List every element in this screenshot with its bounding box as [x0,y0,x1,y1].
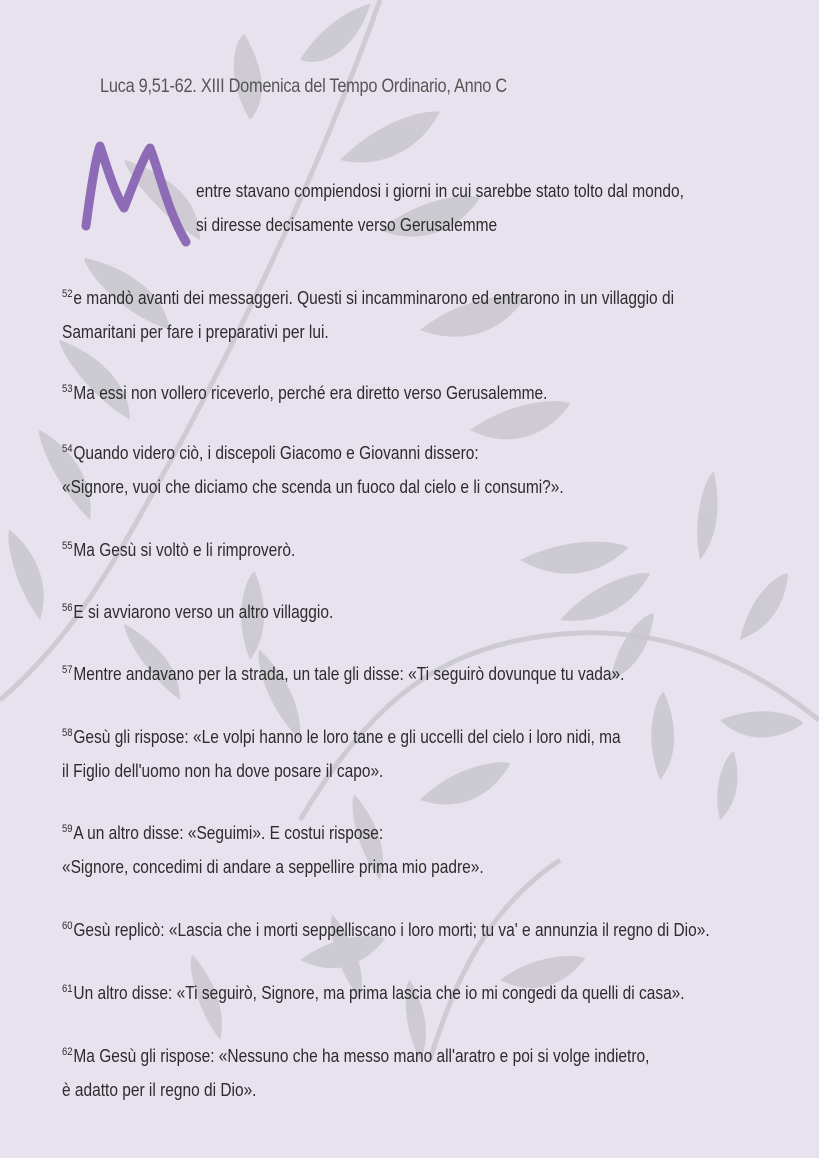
verse-line: A un altro disse: «Seguimi». E costui rispose: [73,823,384,843]
verse-line: Samaritani per fare i preparativi per lui. [62,322,329,342]
verse-line: Ma essi non vollero riceverlo, perché era diretto verso Gerusalemme. [73,383,548,403]
verse-number: 62 [62,1046,73,1058]
verse-number: 53 [62,383,73,395]
verse-line: «Signore, vuoi che diciamo che scenda un fuoco dal cielo e li consumi?». [62,477,564,497]
verse-56 [62,591,333,629]
verse-52 [62,277,674,349]
verse-line: è adatto per il regno di Dio». [62,1080,257,1100]
dropcap-letter-m [76,134,196,254]
verse-line: e mandò avanti dei messaggeri. Questi si incamminarono ed entrarono in un villaggio di [73,288,675,308]
verse-62 [62,1035,649,1107]
intro-line: entre stavano compiendosi i giorni in cui sarebbe stato tolto dal mondo, [196,181,684,201]
verse-59 [62,812,484,884]
verse-57 [62,653,624,691]
intro-line: si diresse decisamente verso Gerusalemme [196,215,498,235]
verse-number: 52 [62,288,73,300]
verse-line: «Signore, concedimi di andare a seppellire prima mio padre». [62,857,484,877]
verse-line: Quando videro ciò, i discepoli Giacomo e Giovanni dissero: [73,443,479,463]
verse-line: Ma Gesù si voltò e li rimproverò. [73,540,296,560]
verse-line: E si avviarono verso un altro villaggio. [73,602,334,622]
verse-number: 54 [62,443,73,455]
verse-number: 56 [62,602,73,614]
verse-60 [62,909,710,947]
reading-reference: Luca 9,51-62. XIII Domenica del Tempo Ordinario, Anno C [100,76,507,97]
verse-line: il Figlio dell'uomo non ha dove posare il capo». [62,761,384,781]
verse-55 [62,529,295,567]
verse-line: Gesù replicò: «Lascia che i morti seppelliscano i loro morti; tu va' e annunzia il regno di Dio». [73,920,710,940]
verse-line: Mentre andavano per la strada, un tale gli disse: «Ti seguirò dovunque tu vada». [73,664,625,684]
verse-61 [62,972,685,1010]
verse-number: 55 [62,540,73,552]
intro-paragraph [196,174,684,242]
verse-number: 60 [62,920,73,932]
verse-53 [62,372,547,410]
verse-number: 58 [62,727,73,739]
verse-54 [62,432,564,504]
verse-line: Ma Gesù gli rispose: «Nessuno che ha messo mano all'aratro e poi si volge indietro, [73,1046,650,1066]
verse-number: 61 [62,983,73,995]
verse-number: 59 [62,823,73,835]
verse-line: Gesù gli rispose: «Le volpi hanno le loro tane e gli uccelli del cielo i loro nidi, ma [73,727,621,747]
verse-number: 57 [62,664,73,676]
verse-58 [62,716,621,788]
verse-line: Un altro disse: «Ti seguirò, Signore, ma prima lascia che io mi congedi da quelli di casa». [73,983,685,1003]
